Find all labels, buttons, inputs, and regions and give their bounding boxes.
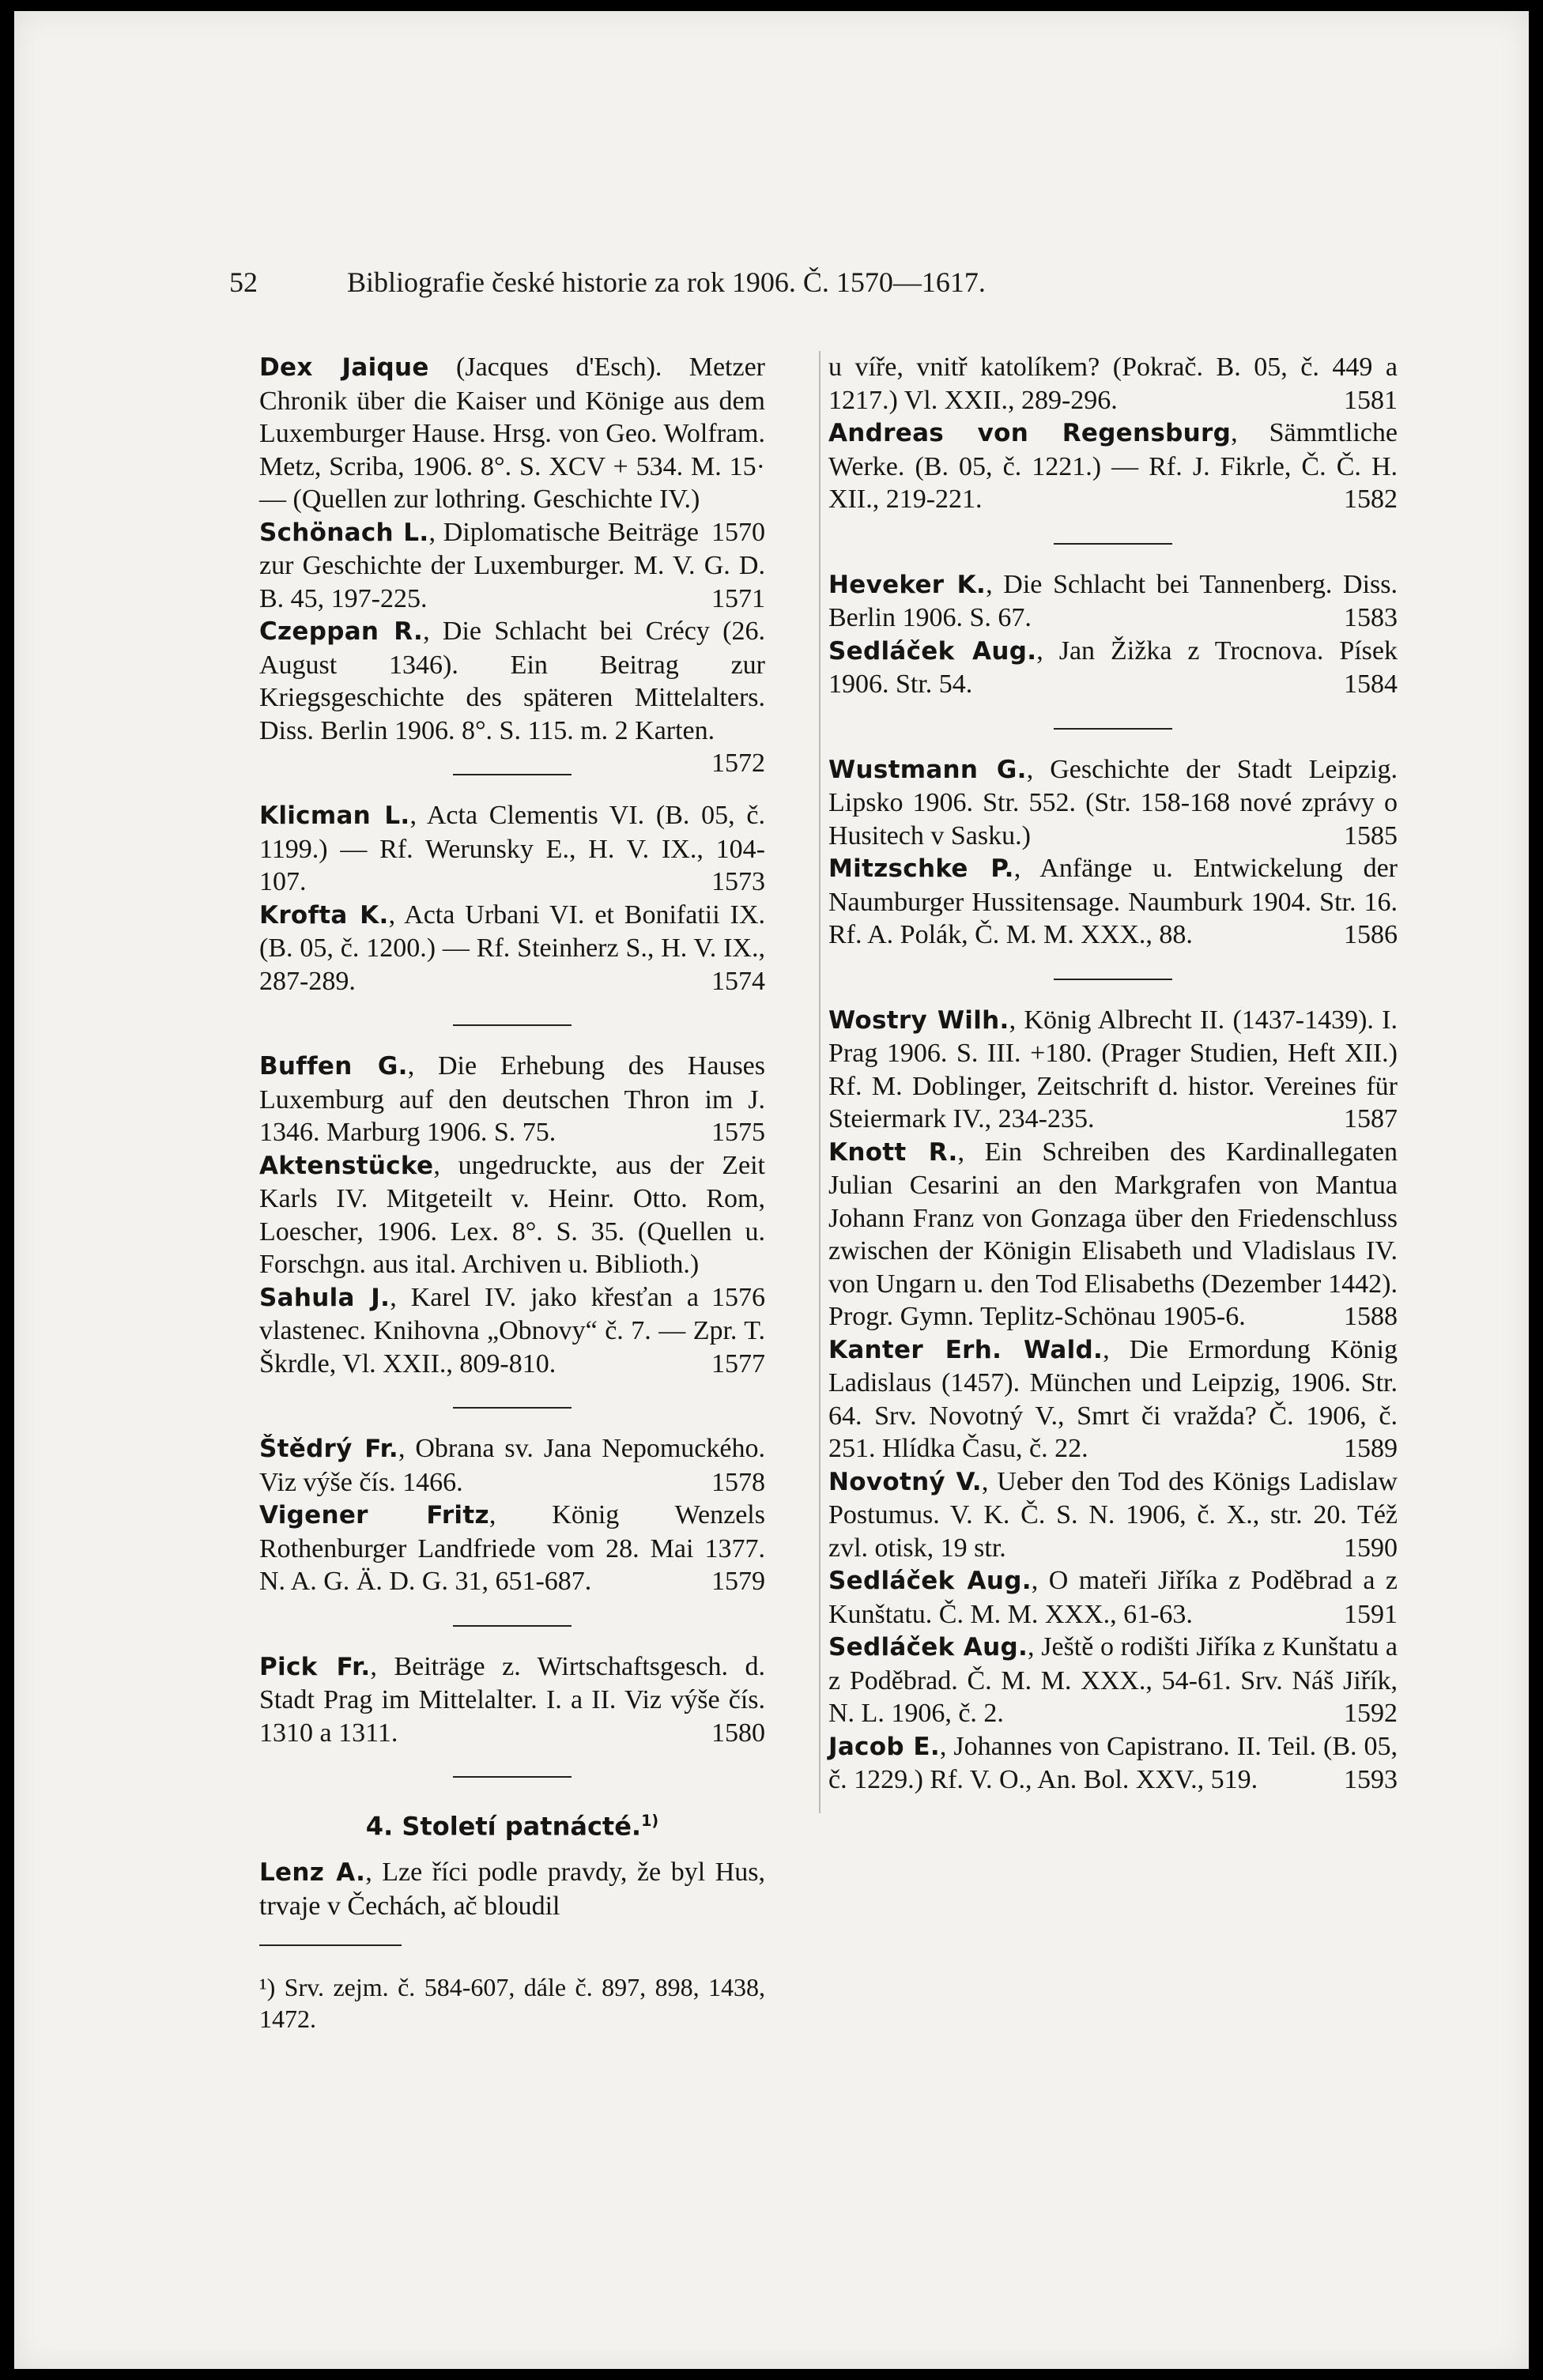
entry (259, 899, 765, 998)
entry-author: Heveker K. (828, 570, 987, 599)
entry-author: Štědrý Fr. (259, 1435, 398, 1463)
entry-author: Wustmann G. (828, 755, 1027, 784)
entry-text: , Anfänge u. Entwickelung der Naumburger Hussitensage. Naumburk 1904. Str. 16. Rf. A. Polák, Č. M. M. XXX., 88. (828, 854, 1398, 949)
entry-number: 1580 (711, 1718, 765, 1748)
separator-rule (453, 1024, 572, 1026)
entry (828, 568, 1398, 635)
entry-author: Klicman L. (259, 802, 410, 830)
entry (259, 1650, 765, 1750)
entry-author: Sedláček Aug. (828, 1567, 1032, 1595)
entry-author: Jacob E. (828, 1732, 940, 1761)
entry-number: 1578 (711, 1467, 765, 1497)
section-title (259, 1805, 765, 1843)
entry-text: , Lze říci podle pravdy, že byl Hus, trvaje v Čechách, ač bloudil (259, 1858, 765, 1921)
entry-text: u víře, vnitř katolíkem? (Pokrač. B. 05, č. 449 a 1217.) Vl. XXII., 289-296. (828, 353, 1398, 415)
running-title: Bibliografie české historie za rok 1906. Č. 1570—1617. (347, 266, 986, 298)
separator-rule (453, 1625, 572, 1627)
entry-number: 1579 (711, 1567, 765, 1596)
entry-author: Andreas von Regensburg (828, 419, 1232, 447)
separator-rule (453, 1776, 572, 1778)
entry-number: 1593 (1344, 1765, 1398, 1794)
entry-author: Vigener Fritz (259, 1501, 489, 1529)
entry-number: 1585 (1344, 820, 1398, 851)
entry-text: , Die Erhebung des Hauses Luxemburg auf den deutschen Thron im J. 1346. Marburg 1906. S. 75. (259, 1051, 766, 1147)
entry-text: , Acta Clementis VI. (B. 05, č. 1199.) — Rf. Werunsky E., H. V. IX., 104-107. (259, 801, 765, 896)
entry-text: , Obrana sv. Jana Nepomuckého. Viz výše čís. 1466. (259, 1434, 765, 1497)
footnote-marker: 1) (641, 1812, 659, 1830)
entry-text: , Sämmtliche Werke. (B. 05, č. 1221.) — Rf. J. Fikrle, Č. Č. H. XII., 219-221. (828, 418, 1398, 514)
entry-number: 1592 (1344, 1699, 1398, 1728)
entry-author: Knott R. (828, 1137, 958, 1167)
entry-author: Mitzschke P. (828, 854, 1014, 883)
entry-text: , Acta Urbani VI. et Bonifatii IX. (B. 05, č. 1200.) — Rf. Steinherz S., H. V. IX., 287-289. (259, 900, 765, 996)
entry-text: , König Wenzels Rothenburger Landfriede vom 28. Mai 1377. N. A. G. Ä. D. G. 31, 651-687. (259, 1500, 765, 1596)
entry-number: 1570 (711, 517, 765, 547)
entry-text: , Die Schlacht bei Crécy (26. August 1346). Ein Beitrag zur Kriegsgeschichte des späteren Mittelalters. Diss. Berlin 1906. 8°. S. 115. m. 2 Karten. (259, 617, 766, 745)
entry-number: 1589 (1344, 1434, 1398, 1463)
separator-rule (1054, 728, 1172, 730)
entry (259, 1050, 765, 1149)
footnote-rule (259, 1944, 402, 1946)
entry (828, 852, 1398, 952)
entry-number: 1582 (1344, 485, 1398, 514)
entry (828, 1631, 1398, 1730)
entry-number: 1590 (1344, 1533, 1398, 1563)
entry-author: Czeppan R. (259, 617, 424, 646)
entry (828, 753, 1398, 853)
entry (828, 1004, 1398, 1136)
entry (828, 1730, 1398, 1797)
entry-continuation (828, 351, 1398, 417)
entry-text: , Ein Schreiben des Kardinallegaten Julian Cesarini an den Markgrafen von Mantua Johann Franz von Gonzaga über den Friedenschluss zwischen der Königin Elisabeth und Vladislaus IV. von Ungarn u. den Tod Elisabeths (Dezember 1442). Progr. Gymn. Teplitz-Schönau 1905-6. (828, 1137, 1398, 1331)
entry-author: Sedláček Aug. (828, 636, 1037, 666)
entry-number: 1583 (1344, 603, 1398, 632)
entry-text: , Geschichte der Stadt Leipzig. Lipsko 1906. Str. 552. (Str. 158-168 nové zprávy o Husitech v Sasku.) (828, 754, 1398, 851)
column-divider (819, 351, 821, 1813)
entry-number: 1586 (1344, 920, 1398, 949)
entry-number: 1581 (1344, 385, 1398, 415)
page-number: 52 (229, 266, 258, 298)
entry-text: (Jacques d'Esch). Metzer Chronik über die Kaiser und Könige aus dem Luxemburger Hause. Hrsg. von Geo. Wolfram. Metz, Scriba, 1906. 8°. S. XCV + 534. M. 15·— (Quellen zur lothring. Geschichte IV.) (259, 353, 765, 514)
entry-text: , Beiträge z. Wirtschaftsgesch. d. Stadt Prag im Mittelalter. I. a II. Viz výše čís. 1310 a 1311. (259, 1651, 765, 1748)
entry (259, 1281, 765, 1381)
entry (828, 1564, 1398, 1631)
entry (828, 635, 1398, 701)
footnote: ¹) Srv. zejm. č. 584-607, dále č. 897, 898, 1438, 1472. (259, 1973, 765, 2034)
entry (259, 615, 766, 778)
entry-number: 1575 (711, 1118, 765, 1147)
entry-author: Kanter Erh. Wald. (828, 1335, 1103, 1364)
entry-author: Sahula J. (259, 1283, 390, 1312)
entry-number: 1576 (711, 1282, 765, 1312)
entry-number: 1588 (1344, 1302, 1398, 1331)
entry-number: 1577 (711, 1348, 765, 1379)
entry (828, 417, 1398, 516)
entry-text: , König Albrecht II. (1437-1439). I. Prag 1906. S. III. +180. (Prager Studien, Heft XII.) Rf. M. Doblinger, Zeitschrift d. histor. Vereines für Steiermark IV., 234-235. (828, 1005, 1398, 1133)
entry-author: Novotný V. (828, 1467, 982, 1496)
separator-rule (1054, 979, 1172, 980)
entry-author: Wostry Wilh. (828, 1005, 1009, 1035)
entry-text: , Ještě o rodišti Jiříka z Kunštatu a z Poděbrad. Č. M. M. XXX., 54-61. Srv. Náš Jiřík, N. L. 1906, č. 2. (828, 1632, 1398, 1728)
entry-number: 1573 (711, 867, 765, 896)
left-column (259, 351, 765, 2060)
entry-number: 1587 (1344, 1104, 1398, 1133)
entry-text: , Ueber den Tod des Königs Ladislaw Postumus. V. K. Č. S. N. 1906, č. X., str. 20. Též zvl. otisk, 19 str. (828, 1466, 1398, 1563)
entry-text: , Die Ermordung König Ladislaus (1457). München und Leipzig, 1906. Str. 64. Srv. Novotný V., Smrt či vražda? Č. 1906, č. 251. Hlídka Času, č. 22. (828, 1334, 1398, 1463)
entry (828, 1136, 1398, 1333)
entry-number: 1584 (1344, 669, 1398, 699)
entry-author: Krofta K. (259, 900, 389, 930)
entry-text: , Johannes von Capistrano. II. Teil. (B. 05, č. 1229.) Rf. V. O., An. Bol. XXV., 519. (828, 1731, 1398, 1794)
separator-rule (453, 1407, 572, 1409)
entry-text: , Diplomatische Beiträge zur Geschichte der Luxemburger. M. V. G. D. B. 45, 197-225. (259, 517, 765, 613)
entry-text: , Karel IV. jako křesťan a vlastenec. Knihovna „Obnovy“ č. 7. — Zpr. T. Škrdle, Vl. XXII., 809-810. (259, 1282, 765, 1379)
entry (259, 1432, 765, 1499)
entry-text: , O mateři Jiříka z Poděbrad a z Kunštatu. Č. M. M. XXX., 61-63. (828, 1566, 1398, 1629)
entry-author: Aktenstücke (259, 1151, 434, 1180)
entry-author: Pick Fr. (259, 1652, 371, 1681)
section-title-text: 4. Století patnácté. (365, 1811, 642, 1842)
entry-author: Lenz A. (259, 1858, 366, 1888)
entry (259, 1499, 765, 1598)
entry-text: , Die Schlacht bei Tannenberg. Diss. Berlin 1906. S. 67. (828, 569, 1398, 632)
entry-author: Buffen G. (259, 1052, 408, 1081)
entry (259, 799, 765, 899)
entry-number: 1574 (711, 966, 765, 996)
entry-text: , ungedruckte, aus der Zeit Karls IV. Mitgeteilt v. Heinr. Otto. Rom, Loescher, 1906. Lex. 8°. S. 35. (Quellen u. Forschgn. aus ital. Archiven u. Biblioth.) (259, 1150, 765, 1279)
entry (259, 516, 765, 616)
entry-text: , Jan Žižka z Trocnova. Písek 1906. Str. 54. (828, 636, 1398, 699)
entry-number: 1591 (1344, 1599, 1398, 1629)
right-column (828, 351, 1398, 1797)
separator-rule (1054, 543, 1172, 545)
entry-author: Schönach L. (259, 518, 429, 547)
entry (828, 1333, 1398, 1465)
entry-author: Sedláček Aug. (828, 1633, 1028, 1661)
entry-number: 1571 (711, 583, 765, 613)
entry (259, 1856, 765, 1922)
entry (828, 1465, 1398, 1565)
separator-rule (453, 774, 572, 775)
page (14, 11, 1529, 2369)
entry-author: Dex Jaique (259, 353, 429, 382)
page-header (229, 266, 1257, 299)
entry-number: 1572 (711, 749, 765, 778)
